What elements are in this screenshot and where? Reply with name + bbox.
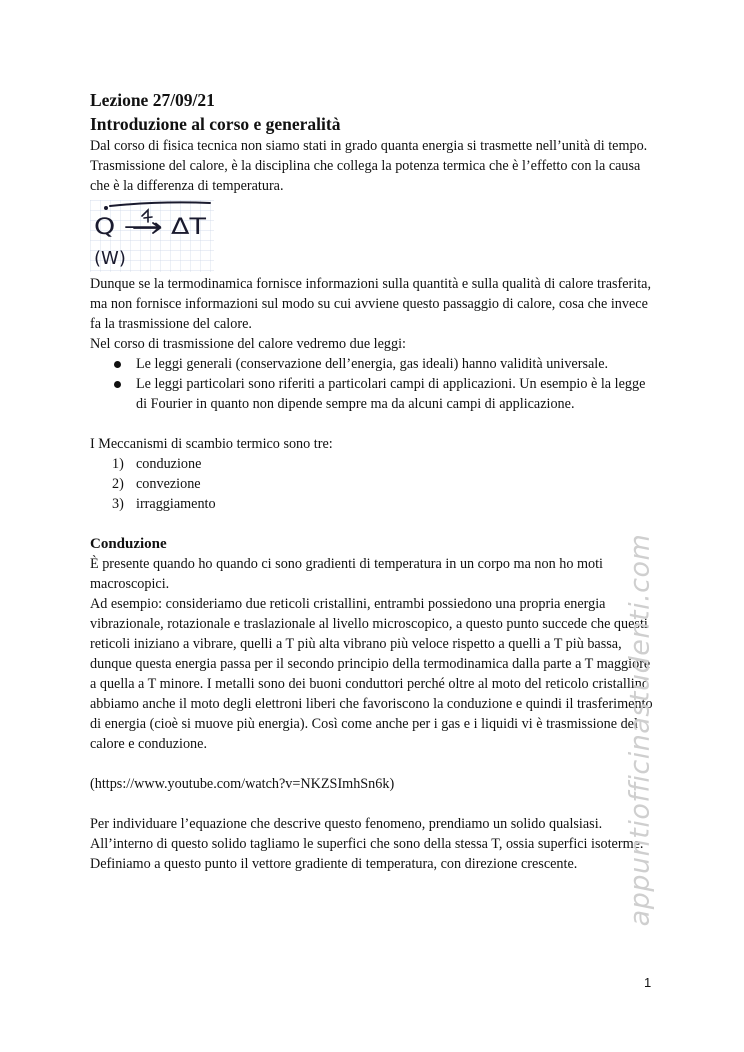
sketch-formula: Q ⟶ ΔT: [94, 215, 207, 240]
list-number: 1): [112, 456, 124, 472]
thermodynamics-paragraph: Dunque se la termodinamica fornisce informazioni sulla quantità e sulla qualità di calore trasferita, ma non fornisce informazioni sul modo su cui avviene questo passaggio di calore, cosa che invece fa la trasmissione del calore.: [90, 276, 651, 332]
watermark: [620, 533, 660, 927]
intro-paragraph-2: Trasmissione del calore, è la disciplina che collega la potenza termica che è l’effetto con la causa che è la differenza di temperatura.: [90, 158, 641, 194]
section-title: Introduzione al corso e generalità: [90, 114, 341, 134]
sketch-unit: (W): [94, 248, 126, 269]
page-number: 1: [644, 975, 652, 990]
watermark-text: appuntiofficinastudenti.com: [624, 533, 656, 927]
list-item: [90, 454, 656, 474]
list-item: Le leggi particolari sono riferiti a particolari campi di applicazioni. Un esempio è la legge di Fourier in quanto non dipende sempre ma da alcuni campi di applicazione.: [90, 374, 656, 414]
intro-paragraph-1: Dal corso di fisica tecnica non siamo stati in grado quanta energia si trasmette nell’unità di tempo.: [90, 138, 648, 154]
mechanisms-list: [90, 454, 656, 514]
conduction-paragraph-1: È presente quando ho quando ci sono gradienti di temperatura in un corpo ma non ho moti macroscopici.: [90, 556, 603, 592]
list-item: Le leggi generali (conservazione dell’energia, gas ideali) hanno validità universale.: [90, 354, 656, 374]
list-item: [90, 494, 656, 514]
list-item: [90, 474, 656, 494]
document-page: [90, 88, 656, 874]
list-label: irraggiamento: [136, 496, 216, 512]
lesson-title: Lezione 27/09/21: [90, 90, 215, 110]
laws-list: [90, 354, 656, 414]
handwritten-formula-sketch: [90, 200, 214, 272]
laws-intro: Nel corso di trasmissione del calore vedremo due leggi:: [90, 336, 406, 352]
conduction-heading: Conduzione: [90, 536, 167, 552]
closing-paragraph: Per individuare l’equazione che descrive questo fenomeno, prendiamo un solido qualsiasi. All’interno di questo solido tagliamo le superfici che sono della stessa T, ossia superfici isoterme. Definiamo a questo punto il vettore gradiente di temperatura, con direzione crescente.: [90, 816, 644, 872]
list-number: 2): [112, 476, 124, 492]
conduction-paragraph-2: Ad esempio: consideriamo due reticoli cristallini, entrambi possiedono una propria energia vibrazionale, rotazionale e traslazionale al livello microscopico, a questo punto succede che questi reticoli iniziano a vibrare, quelli a T più alta vibrano più veloce rispetto a quelli a T più bassa, dunque questa energia passa per il secondo principio della termodinamica dalla parte a T maggiore a quella a T minore. I metalli sono dei buoni conduttori perché oltre al moto del reticolo cristallino abbiamo anche il moto degli elettroni liberi che favoriscono la conduzione e quindi il trasferimento di energia (cioè si muove più energia). Così come anche per i gas e i liquidi vi è trasmissione del calore e conduzione.: [90, 596, 653, 752]
list-label: convezione: [136, 476, 201, 492]
video-link[interactable]: (https://www.youtube.com/watch?v=NKZSImhSn6k): [90, 776, 395, 792]
list-label: conduzione: [136, 456, 202, 472]
list-number: 3): [112, 496, 124, 512]
mechanisms-intro: I Meccanismi di scambio termico sono tre:: [90, 436, 333, 452]
